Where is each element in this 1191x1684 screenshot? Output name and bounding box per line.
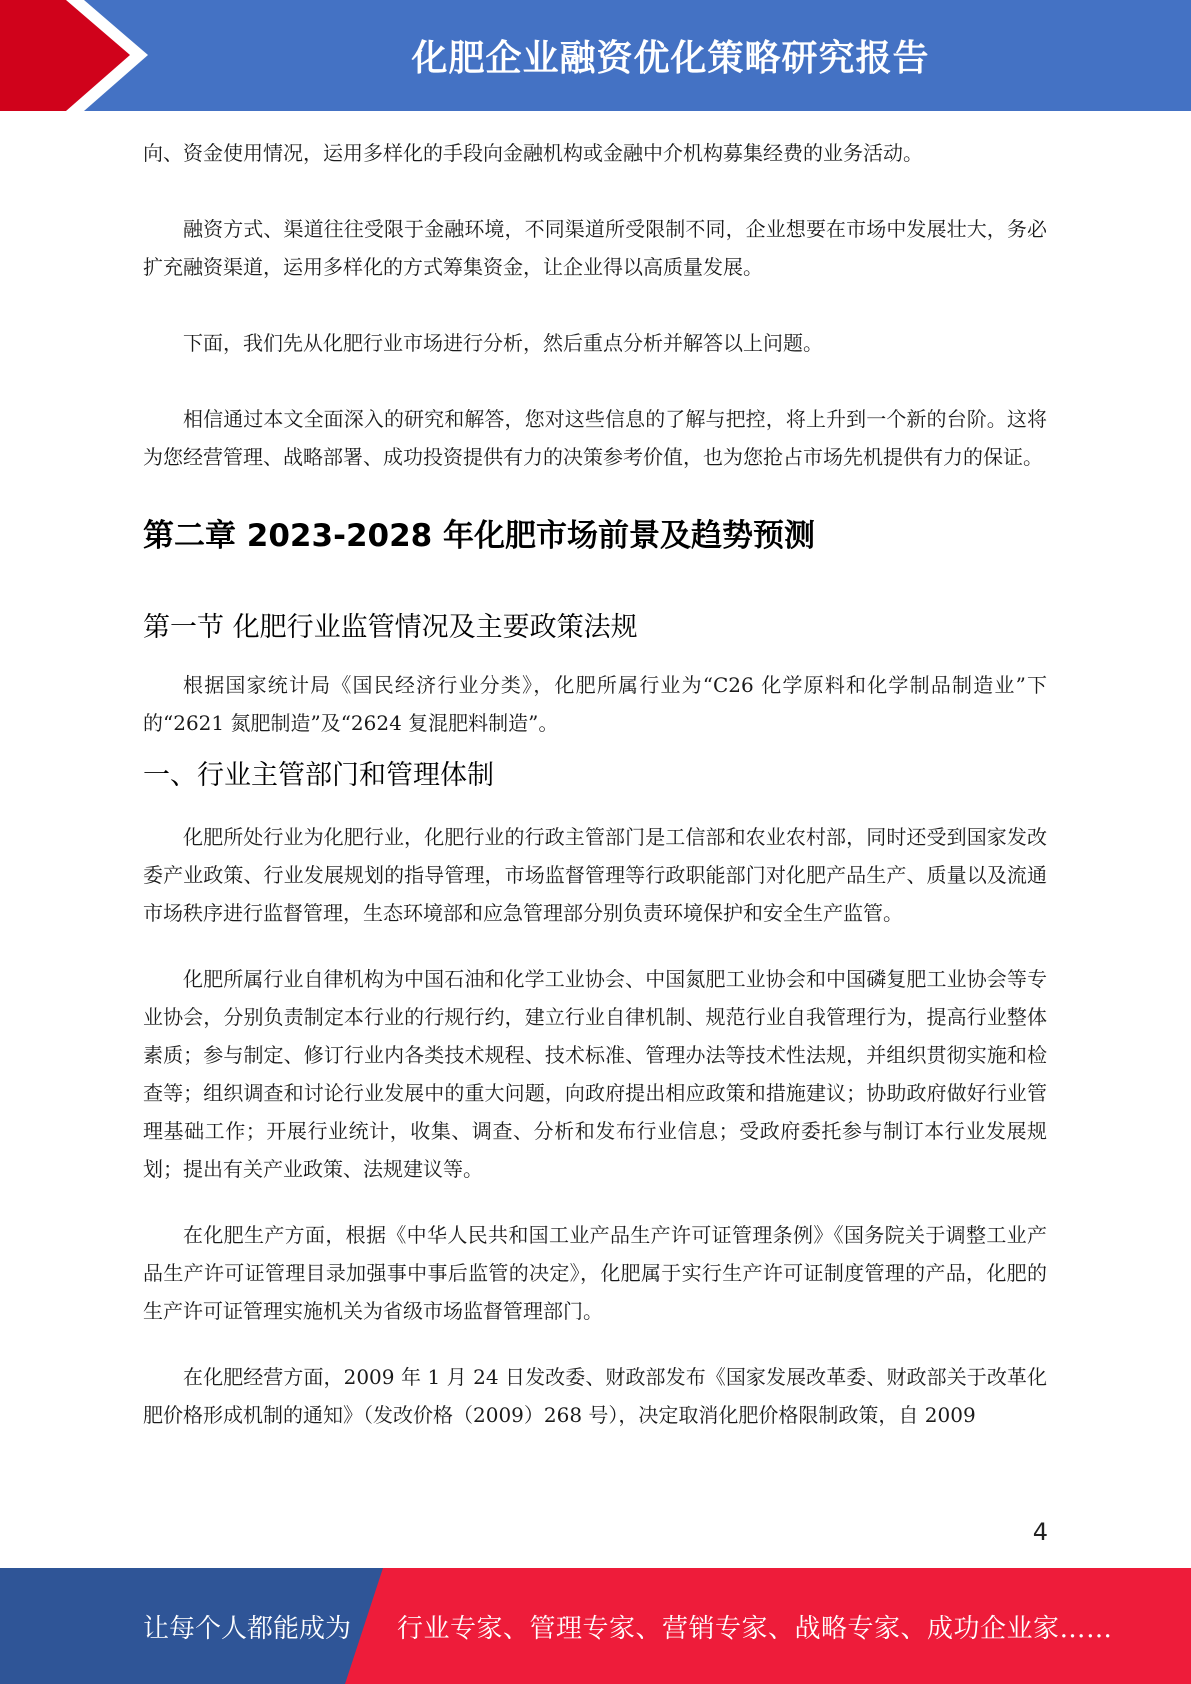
paragraph: 根据国家统计局《国民经济行业分类》，化肥所属行业为“C26 化学原料和化学制品制造业”下的“2621 氮肥制造”及“2624 复混肥料制造”。	[143, 673, 1047, 735]
page-number: 4	[1032, 1518, 1048, 1546]
paragraph: 融资方式、渠道往往受限于金融环境，不同渠道所受限制不同，企业想要在市场中发展壮大，务必扩充融资渠道，运用多样化的方式筹集资金，让企业得以高质量发展。	[143, 217, 1047, 279]
paragraph-continued: 向、资金使用情况，运用多样化的手段向金融机构或金融中介机构募集经费的业务活动。	[143, 141, 923, 165]
subsection-title: 一、行业主管部门和管理体制	[143, 760, 494, 791]
chapter-title: 第二章 2023-2028 年化肥市场前景及趋势预测	[143, 518, 816, 554]
page-footer	[0, 1568, 1191, 1684]
page-header	[0, 0, 1191, 111]
footer-slogan-left: 让每个人都能成为	[143, 1613, 352, 1644]
paragraph: 下面，我们先从化肥行业市场进行分析，然后重点分析并解答以上问题。	[183, 331, 823, 355]
paragraph: 相信通过本文全面深入的研究和解答，您对这些信息的了解与把控，将上升到一个新的台阶。这将为您经营管理、战略部署、成功投资提供有力的决策参考价值，也为您抢占市场先机提供有力的保证。	[143, 407, 1047, 469]
paragraph: 在化肥生产方面，根据《中华人民共和国工业产品生产许可证管理条例》《国务院关于调整工业产品生产许可证管理目录加强事中事后监管的决定》，化肥属于实行生产许可证制度管理的产品，化肥的生产许可证管理实施机关为省级市场监督管理部门。	[143, 1223, 1047, 1323]
paragraph: 化肥所处行业为化肥行业，化肥行业的行政主管部门是工信部和农业农村部，同时还受到国家发改委产业政策、行业发展规划的指导管理，市场监督管理等行政职能部门对化肥产品生产、质量以及流通市场秩序进行监督管理，生态环境部和应急管理部分别负责环境保护和安全生产监管。	[143, 825, 1047, 925]
section-title: 第一节 化肥行业监管情况及主要政策法规	[143, 612, 638, 643]
page-content	[143, 134, 1047, 1434]
report-title: 化肥企业融资优化策略研究报告	[411, 38, 930, 79]
paragraph: 在化肥经营方面，2009 年 1 月 24 日发改委、财政部发布《国家发展改革委、财政部关于改革化肥价格形成机制的通知》（发改价格（2009）268 号），决定取消化肥价格限制政策，自 2009	[143, 1365, 1047, 1427]
paragraph: 化肥所属行业自律机构为中国石油和化学工业协会、中国氮肥工业协会和中国磷复肥工业协会等专业协会，分别负责制定本行业的行规行约，建立行业自律机制、规范行业自我管理行为，提高行业整体素质；参与制定、修订行业内各类技术规程、技术标准、管理办法等技术性法规，并组织贯彻实施和检查等；组织调查和讨论行业发展中的重大问题，向政府提出相应政策和措施建议；协助政府做好行业管理基础工作；开展行业统计，收集、调查、分析和发布行业信息；受政府委托参与制订本行业发展规划；提出有关产业政策、法规建议等。	[143, 967, 1047, 1181]
footer-slogan-right: 行业专家、管理专家、营销专家、战略专家、成功企业家……	[397, 1613, 1113, 1644]
